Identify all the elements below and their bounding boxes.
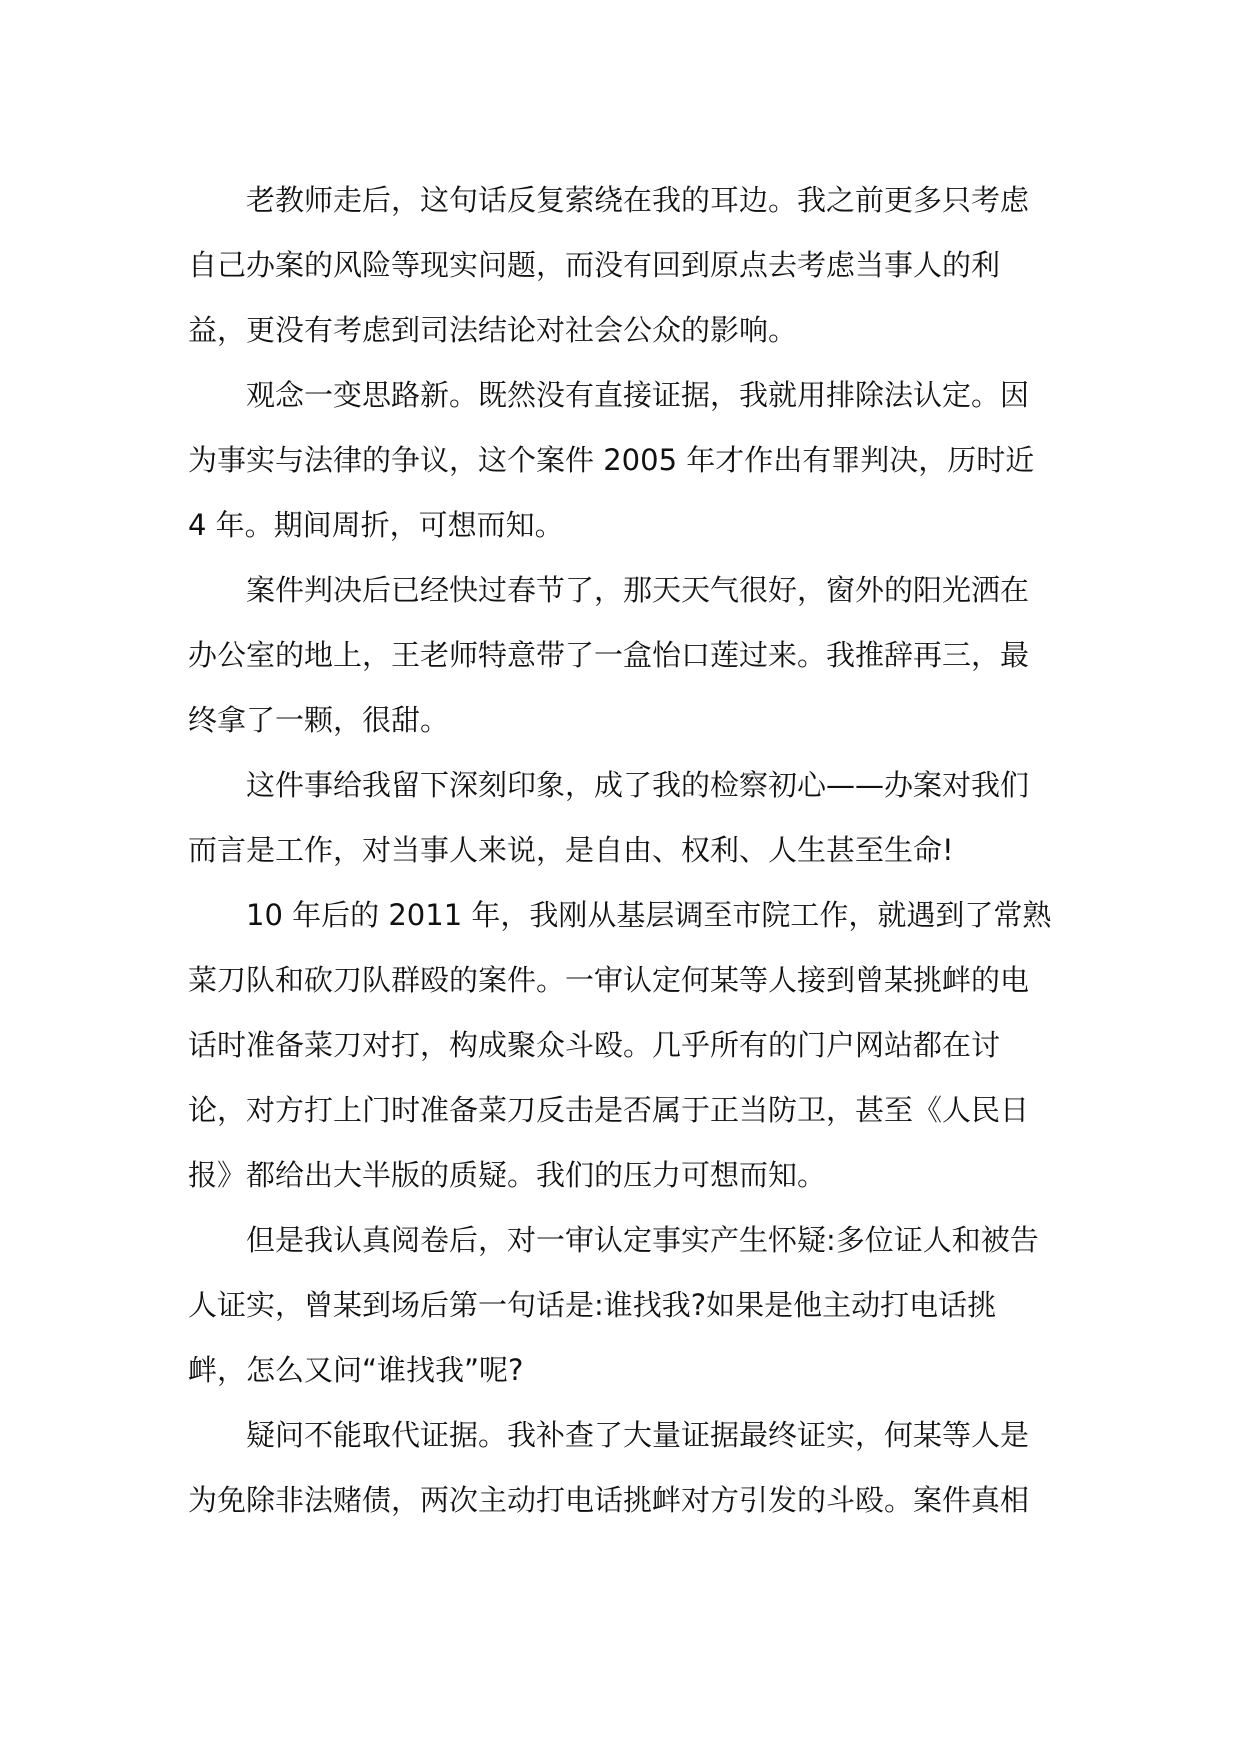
text-line: 而言是工作，对当事人来说，是自由、权利、人生甚至生命!: [188, 833, 954, 867]
text-line: 为免除非法赌债，两次主动打电话挑衅对方引发的斗殴。案件真相: [188, 1483, 1030, 1517]
text-line: 办公室的地上，王老师特意带了一盒怡口莲过来。我推辞再三，最: [188, 638, 1030, 672]
text-line: 话时准备菜刀对打，构成聚众斗殴。几乎所有的门户网站都在讨: [188, 1028, 1001, 1062]
text-line: 老教师走后，这句话反复萦绕在我的耳边。我之前更多只考虑: [246, 183, 1030, 217]
text-line: 这件事给我留下深刻印象，成了我的检察初心——办案对我们: [246, 768, 1030, 802]
text-line: 为事实与法律的争议，这个案件 2005 年才作出有罪判决，历时近: [188, 443, 1035, 477]
text-line: 观念一变思路新。既然没有直接证据，我就用排除法认定。因: [246, 378, 1030, 412]
text-line: 人证实，曾某到场后第一句话是:谁找我?如果是他主动打电话挑: [188, 1288, 997, 1322]
text-line: 论，对方打上门时准备菜刀反击是否属于正当防卫，甚至《人民日: [188, 1093, 1030, 1127]
text-line: 自己办案的风险等现实问题，而没有回到原点去考虑当事人的利: [188, 248, 1001, 282]
document-body: [188, 168, 1054, 1533]
text-line: 4 年。期间周折，可想而知。: [188, 508, 564, 542]
text-line: 但是我认真阅卷后，对一审认定事实产生怀疑:多位证人和被告: [246, 1223, 1039, 1257]
text-line: 报》都给出大半版的质疑。我们的压力可想而知。: [188, 1158, 827, 1192]
text-line: 衅，怎么又问“谁找我”呢?: [188, 1353, 524, 1387]
text-line: 终拿了一颗，很甜。: [188, 703, 450, 737]
text-line: 案件判决后已经快过春节了，那天天气很好，窗外的阳光洒在: [246, 573, 1030, 607]
text-line: 疑问不能取代证据。我补查了大量证据最终证实，何某等人是: [246, 1418, 1030, 1452]
text-line: 益，更没有考虑到司法结论对社会公众的影响。: [188, 313, 798, 347]
text-line: 菜刀队和砍刀队群殴的案件。一审认定何某等人接到曾某挑衅的电: [188, 963, 1030, 997]
text-line: 10 年后的 2011 年，我刚从基层调至市院工作，就遇到了常熟: [246, 898, 1052, 932]
